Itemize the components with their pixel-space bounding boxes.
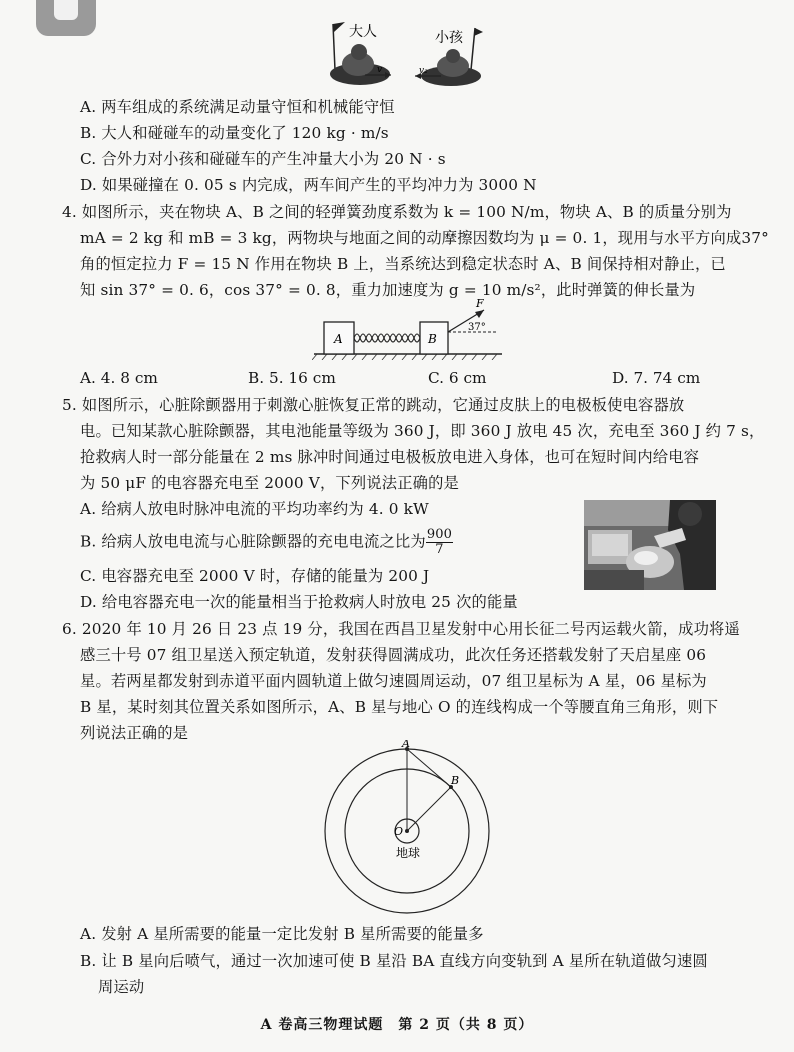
q5-line-3: 抢救病人时一部分能量在 2 ms 脉冲时间通过电极板放电进入身体，也可在短时间内给电容 [80,448,700,466]
q3-option-b: B. 大人和碰碰车的动量变化了 120 kg · m/s [80,124,389,142]
q6-option-b-line-1: B. 让 B 星向后喷气，通过一次加速可使 B 星沿 BA 直线方向变轨到 A 星所在轨道做匀速圆 [80,952,708,970]
velocity-v2-label: v₂ [419,66,428,76]
q5-line-2: 电。已知某款心脏除颤器，其电池能量等级为 360 J，即 360 J 放电 45 次，充电至 360 J 约 7 s， [80,422,765,440]
q5-option-b-text: B. 给病人放电电流与心脏除颤器的充电电流之比为 [80,532,426,551]
spring-blocks-figure [312,298,512,360]
force-f-label: F [476,298,484,310]
q5-line-4: 为 50 μF 的电容器充电至 2000 V，下列说法正确的是 [80,474,460,492]
q5-option-b [80,528,453,557]
q3-option-a: A. 两车组成的系统满足动量守恒和机械能守恒 [80,98,395,116]
point-a-label: A [402,740,410,750]
q6-line-1: 6. 2020 年 10 月 26 日 23 点 19 分，我国在西昌卫星发射中心用长征二号丙运载火箭，成功将遥 [62,620,740,638]
q5-option-a: A. 给病人放电时脉冲电流的平均功率约为 4. 0 kW [80,500,429,518]
q6-option-b-line-2: 周运动 [98,978,145,996]
scan-corner-tab [36,0,96,36]
q3-option-c: C. 合外力对小孩和碰碰车的产生冲量大小为 20 N · s [80,150,446,168]
q6-line-2: 感三十号 07 组卫星送入预定轨道，发射获得圆满成功，此次任务还搭载发射了天启星座 06 [80,646,707,664]
block-a-label: A [334,332,343,346]
defibrillator-photo [584,500,716,590]
page-footer: A 卷高三物理试题 第 2 页（共 8 页） [260,1017,534,1033]
fraction-numerator: 900 [426,527,453,542]
q4-line-2: mA = 2 kg 和 mB = 3 kg，两物块与地面之间的动摩擦因数均为 μ = 0. 1，现用与水平方向成37° [80,229,769,247]
q5-option-c: C. 电容器充电至 2000 V 时，存储的能量为 200 J [80,567,430,585]
q5-option-d: D. 给电容器充电一次的能量相当于抢救病人时放电 25 次的能量 [80,593,518,611]
center-o-label: O [394,825,404,838]
ratio-fraction [426,528,453,557]
q5-line-1: 5. 如图所示，心脏除颤器用于刺激心脏恢复正常的跳动，它通过皮肤上的电极板使电容器放 [62,396,685,414]
q4-option-a: A. 4. 8 cm [80,369,158,387]
q4-line-4: 知 sin 37° = 0. 6，cos 37° = 0. 8，重力加速度为 g = 10 m/s²，此时弹簧的伸长量为 [80,281,696,299]
angle-label: 37° [468,322,486,333]
q6-line-4: B 星，某时刻其位置关系如图所示，A、B 星与地心 O 的连线构成一个等腰直角三角形，则下 [80,698,719,716]
earth-label: 地球 [396,846,421,860]
q4-line-3: 角的恒定拉力 F = 15 N 作用在物块 B 上，当系统达到稳定状态时 A、B 间保持相对静止，已 [80,255,726,273]
q3-option-d: D. 如果碰撞在 0. 05 s 内完成，两车间产生的平均冲力为 3000 N [80,176,537,194]
child-label: 小孩 [435,30,463,46]
orbit-figure [320,740,500,920]
q4-line-1: 4. 如图所示，夹在物块 A、B 之间的轻弹簧劲度系数为 k = 100 N/m，物块 A、B 的质量分别为 [62,203,732,221]
velocity-v-label: v [377,65,383,75]
point-b-label: B [451,774,460,787]
q4-option-b: B. 5. 16 cm [248,369,336,387]
fraction-denominator: 7 [435,542,444,557]
q6-option-a: A. 发射 A 星所需要的能量一定比发射 B 星所需要的能量多 [80,925,484,943]
adult-label: 大人 [349,24,377,40]
q4-option-d: D. 7. 74 cm [612,369,701,387]
q6-line-5: 列说法正确的是 [80,724,189,742]
q4-option-c: C. 6 cm [428,369,487,387]
q6-line-3: 星。若两星都发射到赤道平面内圆轨道上做匀速圆周运动，07 组卫星标为 A 星，06 星标为 [80,672,707,690]
block-b-label: B [428,332,437,346]
bumper-cars-figure [325,18,485,88]
